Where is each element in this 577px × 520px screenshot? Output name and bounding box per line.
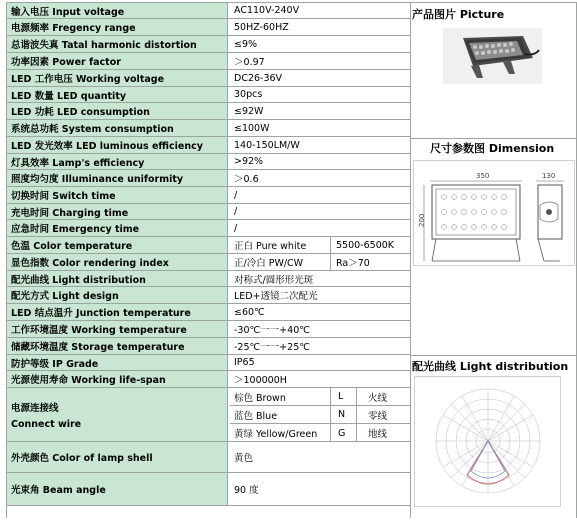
dim-width-label: 350 bbox=[476, 172, 490, 180]
picture-title: 产品图片 Picture bbox=[412, 8, 505, 21]
spec-row bbox=[6, 120, 410, 137]
spec-row bbox=[6, 103, 410, 120]
floodlight-image bbox=[443, 28, 542, 84]
wire-color: 黄绿 Yellow/Green bbox=[234, 429, 318, 440]
spec-label: 工作环境温度 Working temperature bbox=[6, 321, 228, 337]
spec-value: 正/冷白 PW/CW bbox=[234, 258, 304, 269]
dimension-drawing bbox=[413, 160, 575, 266]
spec-value-cell bbox=[230, 154, 410, 169]
spec-row bbox=[6, 87, 410, 103]
spec-row bbox=[6, 3, 410, 19]
spec-value: >92% bbox=[234, 156, 264, 167]
spec-label: LED 发光效率 LED luminous efficiency bbox=[6, 137, 228, 153]
beam-angle-row-value: 90 度 bbox=[234, 485, 259, 496]
wire-row bbox=[230, 406, 410, 424]
table-left-border bbox=[6, 2, 7, 518]
wire-name: 地线 bbox=[368, 429, 388, 440]
connect-wire-label bbox=[6, 388, 228, 441]
wire-name: 火线 bbox=[368, 392, 388, 404]
spec-value: 50HZ-60HZ bbox=[234, 21, 289, 33]
spec-value-cell bbox=[230, 371, 410, 387]
spec-value: DC26-36V bbox=[234, 72, 283, 84]
spec-value: AC110V-240V bbox=[234, 5, 300, 16]
beam-angle-row-value-cell bbox=[230, 473, 410, 505]
spec-label: 防护等级 IP Grade bbox=[6, 355, 228, 370]
spec-value-cell bbox=[230, 204, 410, 219]
cell-divider bbox=[330, 406, 331, 423]
spec-label: LED 结点温升 Junction temperature bbox=[6, 304, 228, 320]
spec-label: 储藏环境温度 Storage temperature bbox=[6, 338, 228, 354]
wire-row bbox=[230, 388, 410, 406]
spec-value-cell bbox=[230, 187, 410, 203]
spec-row bbox=[6, 220, 410, 237]
spec-label: 照度均匀度 Illuminance uniformity bbox=[6, 170, 228, 186]
spec-row bbox=[6, 53, 410, 70]
spec-value: -30℃一一+40℃ bbox=[234, 325, 310, 336]
polar-svg bbox=[415, 377, 562, 508]
spec-value: 对称式/圆形形光斑 bbox=[234, 274, 314, 286]
spec-row bbox=[6, 137, 410, 154]
distribution-top-border bbox=[410, 355, 577, 356]
right-top-border bbox=[410, 2, 577, 3]
spec-label: LED 功耗 LED consumption bbox=[6, 103, 228, 119]
spec-value: ≤100W bbox=[234, 122, 270, 134]
spec-row bbox=[6, 355, 410, 371]
wire-color: 蓝色 Blue bbox=[234, 410, 278, 422]
spec-value-cell bbox=[230, 254, 410, 270]
spec-label: LED 工作电压 Working voltage bbox=[6, 70, 228, 86]
spec-value-cell bbox=[230, 220, 410, 236]
spec-value: ＞0.97 bbox=[234, 57, 265, 68]
spec-row bbox=[6, 321, 410, 338]
column-divider bbox=[410, 2, 411, 518]
spec-value: LED+透镜二次配光 bbox=[234, 291, 318, 302]
spec-label: 灯具效率 Lamp's efficiency bbox=[6, 154, 228, 169]
spec-label: 系统总功耗 System consumption bbox=[6, 120, 228, 136]
spec-row bbox=[6, 271, 410, 287]
dim-height-label: 200 bbox=[418, 213, 426, 227]
spec-value-cell bbox=[230, 321, 410, 337]
beam-angle-row bbox=[6, 473, 410, 506]
product-photo bbox=[443, 28, 542, 84]
spec-value-cell bbox=[230, 304, 410, 320]
spec-value: / bbox=[234, 206, 238, 217]
spec-label: 总谐波失真 Tatal harmonic distortion bbox=[6, 36, 228, 52]
spec-value-cell bbox=[230, 103, 410, 119]
wire-code: N bbox=[338, 409, 346, 420]
spec-value: IP65 bbox=[234, 357, 255, 368]
spec-value: 30pcs bbox=[234, 89, 263, 100]
spec-row bbox=[6, 304, 410, 321]
connect-wire-label-en: Connect wire bbox=[11, 418, 82, 430]
connect-wire-label-cn: 电源连接线 bbox=[11, 402, 59, 414]
spec-label: 色温 Color temperature bbox=[6, 237, 228, 253]
spec-value: 正白 Pure white bbox=[234, 241, 307, 252]
spec-value-cell bbox=[230, 271, 410, 286]
spec-row bbox=[6, 187, 410, 204]
spec-value: ＞0.6 bbox=[234, 174, 259, 185]
connect-wire-row bbox=[6, 388, 410, 442]
shell-color-row bbox=[6, 442, 410, 473]
spec-row bbox=[6, 338, 410, 355]
spec-value-cell bbox=[230, 53, 410, 69]
cell-divider bbox=[330, 424, 331, 441]
spec-label: 充电时间 Charging time bbox=[6, 204, 228, 219]
dimension-title: 尺寸参数图 Dimension bbox=[430, 142, 555, 155]
wire-color: 棕色 Brown bbox=[234, 392, 286, 404]
spec-value: / bbox=[234, 222, 238, 234]
shell-color-row-label: 外壳颜色 Color of lamp shell bbox=[6, 442, 228, 472]
spec-value-cell bbox=[230, 355, 410, 370]
dimension-top-border bbox=[410, 138, 577, 139]
spec-value-cell bbox=[230, 170, 410, 186]
wire-row bbox=[230, 424, 410, 441]
beam-angle-row-label: 光束角 Beam angle bbox=[6, 473, 228, 505]
shell-color-row-value: 黄色 bbox=[234, 453, 254, 464]
wire-name: 零线 bbox=[368, 410, 388, 422]
spec-label: 光源使用寿命 Working life-span bbox=[6, 371, 228, 387]
spec-value-cell bbox=[230, 70, 410, 86]
spec-value: ≤92W bbox=[234, 105, 264, 117]
shell-color-row-value-cell bbox=[230, 442, 410, 472]
spec-value: 140-150LM/W bbox=[234, 139, 300, 151]
connect-wire-values bbox=[230, 388, 410, 441]
spec-label: 输入电压 Input voltage bbox=[6, 3, 228, 18]
spec-value-secondary: 5500-6500K bbox=[336, 239, 395, 251]
spec-value-cell bbox=[230, 120, 410, 136]
spec-value-cell bbox=[230, 19, 410, 35]
spec-value: ≤9% bbox=[234, 38, 258, 50]
spec-row bbox=[6, 19, 410, 36]
table-top-border bbox=[6, 2, 410, 3]
spec-label: 配光曲线 Light distribution bbox=[6, 271, 228, 286]
spec-label: 切换时间 Switch time bbox=[6, 187, 228, 203]
spec-row bbox=[6, 70, 410, 87]
spec-value-cell bbox=[230, 36, 410, 52]
cell-divider bbox=[356, 406, 357, 423]
spec-value-secondary: Ra＞70 bbox=[336, 258, 370, 269]
spec-value: ≤60℃ bbox=[234, 306, 265, 318]
spec-label: LED 数量 LED quantity bbox=[6, 87, 228, 102]
spec-value-cell bbox=[230, 87, 410, 102]
cell-divider bbox=[356, 424, 357, 441]
spec-value: -25℃一一+25℃ bbox=[234, 342, 310, 353]
wire-code: L bbox=[338, 391, 344, 402]
cell-divider bbox=[356, 388, 357, 405]
spec-label: 电源频率 Fregency range bbox=[6, 19, 228, 35]
distribution-title: 配光曲线 Light distribution bbox=[412, 360, 569, 373]
spec-label: 应急时间 Emergency time bbox=[6, 220, 228, 236]
spec-label: 显色指数 Color rendering index bbox=[6, 254, 228, 270]
spec-row bbox=[6, 170, 410, 187]
spec-value: / bbox=[234, 189, 238, 201]
spec-value-cell bbox=[230, 237, 410, 253]
spec-row bbox=[6, 154, 410, 170]
spec-row bbox=[6, 36, 410, 53]
wire-code: G bbox=[338, 427, 346, 439]
spec-row bbox=[6, 204, 410, 220]
spec-label: 功率因素 Power factor bbox=[6, 53, 228, 69]
spec-label: 配光方式 Light design bbox=[6, 287, 228, 303]
spec-row bbox=[6, 287, 410, 304]
dim-depth-label: 130 bbox=[542, 172, 556, 180]
spec-value-cell bbox=[230, 3, 410, 18]
cell-divider bbox=[330, 254, 331, 270]
spec-value-cell bbox=[230, 338, 410, 354]
spec-value-cell bbox=[230, 137, 410, 153]
spec-row bbox=[6, 254, 410, 271]
spec-value: ＞100000H bbox=[234, 375, 287, 386]
cell-divider bbox=[330, 237, 331, 253]
dimension-svg bbox=[414, 161, 576, 267]
spec-row bbox=[6, 371, 410, 388]
cell-divider bbox=[330, 388, 331, 405]
spec-value-cell bbox=[230, 287, 410, 303]
polar-distribution-chart bbox=[414, 376, 561, 507]
spec-row bbox=[6, 237, 410, 254]
